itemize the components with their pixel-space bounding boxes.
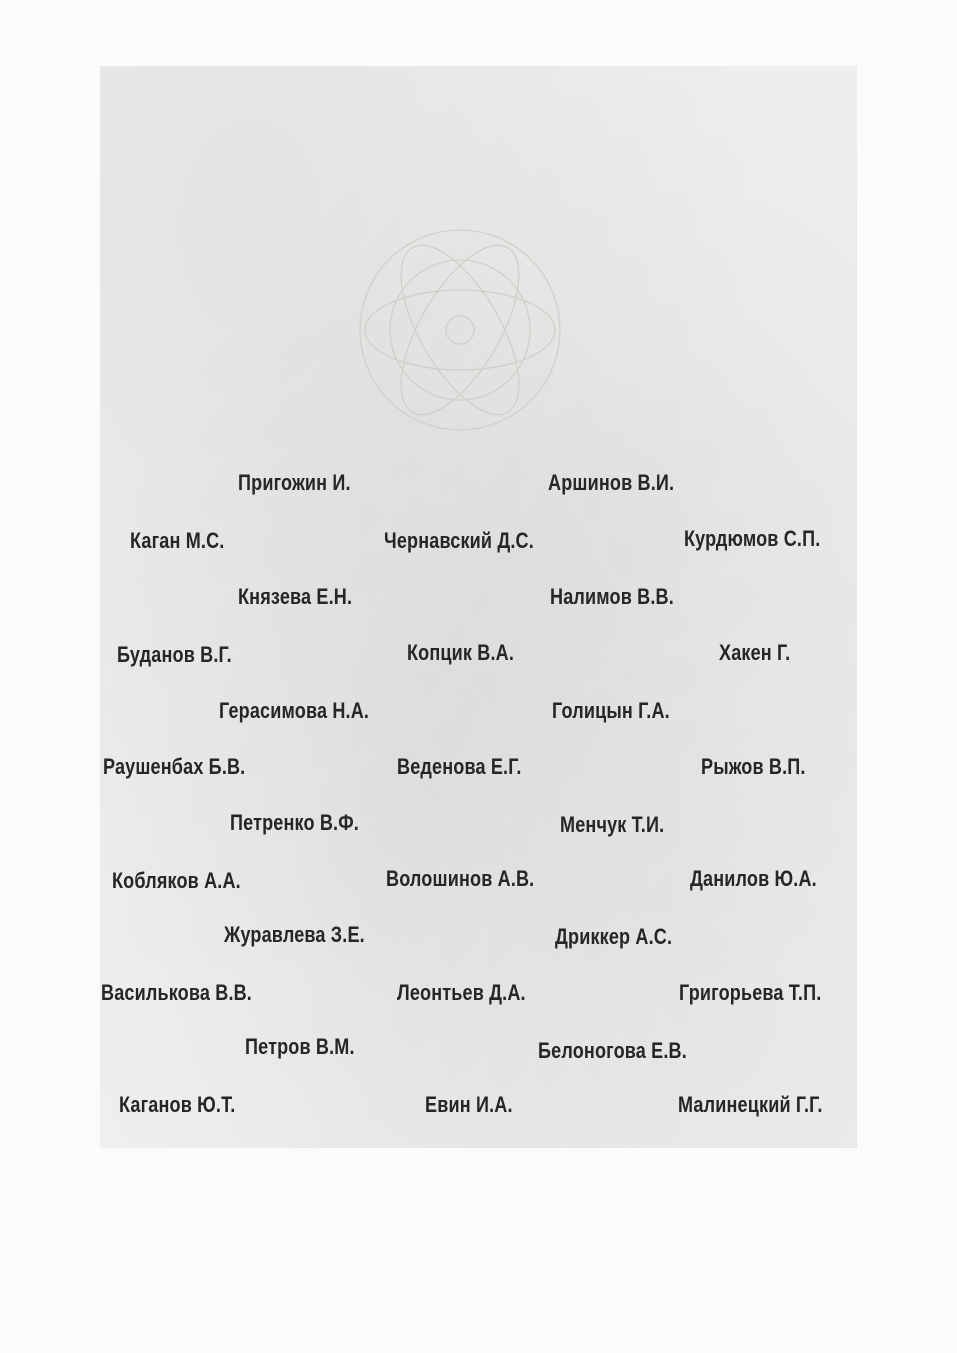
author-name: Петров В.М. xyxy=(245,1034,355,1059)
author-name: Каган М.С. xyxy=(130,528,225,553)
author-name: Хакен Г. xyxy=(719,640,791,665)
author-name: Голицын Г.А. xyxy=(552,698,670,723)
author-name: Герасимова Н.А. xyxy=(219,698,370,723)
author-name: Раушенбах Б.В. xyxy=(103,754,246,779)
author-name: Аршинов В.И. xyxy=(548,470,675,495)
author-name: Малинецкий Г.Г. xyxy=(678,1092,823,1117)
author-name: Князева Е.Н. xyxy=(238,584,353,609)
author-name: Копцик В.А. xyxy=(407,640,515,665)
author-name: Менчук Т.И. xyxy=(560,812,665,837)
author-name: Кобляков А.А. xyxy=(112,868,241,893)
author-name: Буданов В.Г. xyxy=(117,642,232,667)
author-name: Евин И.А. xyxy=(425,1092,513,1117)
author-name: Волошинов А.В. xyxy=(386,866,535,891)
author-name: Пригожин И. xyxy=(238,470,351,495)
author-name: Петренко В.Ф. xyxy=(230,810,359,835)
author-name: Налимов В.В. xyxy=(550,584,674,609)
author-name: Дриккер А.С. xyxy=(555,924,673,949)
author-name: Веденова Е.Г. xyxy=(397,754,522,779)
author-name: Рыжов В.П. xyxy=(701,754,806,779)
author-name: Журавлева З.Е. xyxy=(224,922,365,947)
author-name: Данилов Ю.А. xyxy=(690,866,817,891)
author-name: Белоногова Е.В. xyxy=(538,1038,687,1063)
author-name: Григорьева Т.П. xyxy=(679,980,822,1005)
faint-emblem-icon xyxy=(340,210,580,450)
author-name: Василькова В.В. xyxy=(101,980,252,1005)
author-name: Чернавский Д.С. xyxy=(384,528,534,553)
author-name: Каганов Ю.Т. xyxy=(119,1092,236,1117)
author-name: Леонтьев Д.А. xyxy=(397,980,526,1005)
author-name: Курдюмов С.П. xyxy=(684,526,821,551)
